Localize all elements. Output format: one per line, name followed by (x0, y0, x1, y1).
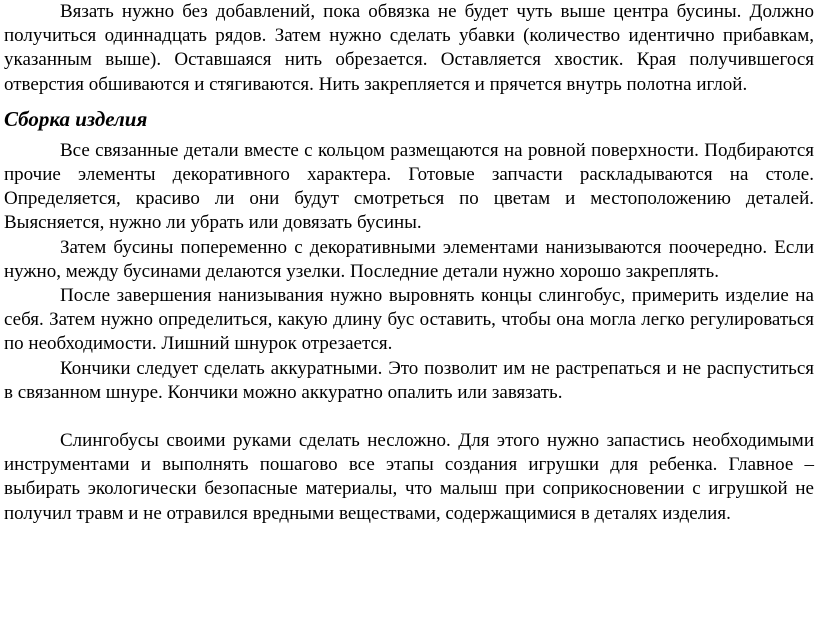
paragraph-conclusion: Слингобусы своими руками сделать несложно. Для этого нужно запастись необходимыми инструментами и выполнять пошагово все этапы создания игрушки для ребенка. Главное – выбирать экологически безопасные материалы, что малыш при соприкосновении с игрушкой не получил травм и не отравился вредными веществами, содержащимися в деталях изделия. (4, 430, 814, 524)
paragraph-layout-parts: Все связанные детали вместе с кольцом размещаются на ровной поверхности. Подбираются прочие элементы декоративного характера. Готовые запчасти раскладываются на столе. Определяется, красиво ли они будут смотреться по цветам и местоположению деталей. Выясняется, нужно ли убрать или довязать бусины. (4, 139, 814, 234)
paragraph-spacer (4, 405, 814, 429)
paragraph-finish-tips: Кончики следует сделать аккуратными. Это позволит им не растрепаться и не распуститься в связанном шнуре. Кончики можно аккуратно опалить или завязать. (4, 357, 814, 403)
paragraph-stringing-beads: Затем бусины попеременно с декоративными элементами нанизываются поочередно. Если нужно, между бусинами делаются узелки. Последние детали нужно хорошо закреплять. (4, 236, 814, 282)
document-page (4, 0, 814, 526)
paragraph-knitting-finish: Вязать нужно без добавлений, пока обвязка не будет чуть выше центра бусины. Должно получиться одиннадцать рядов. Затем нужно сделать убавки (количество идентично прибавкам, указанным выше). Оставшаяся нить обрезается. Оставляется хвостик. Края получившегося отверстия обшиваются и стягиваются. Нить закрепляется и прячется внутрь полотна иглой. (4, 1, 814, 95)
paragraph-align-ends: После завершения нанизывания нужно выровнять концы слингобус, примерить изделие на себя. Затем нужно определиться, какую длину бус оставить, чтобы она могла легко регулироваться по необходимости. Лишний шнурок отрезается. (4, 285, 814, 355)
section-heading-assembly: Сборка изделия (4, 106, 148, 131)
